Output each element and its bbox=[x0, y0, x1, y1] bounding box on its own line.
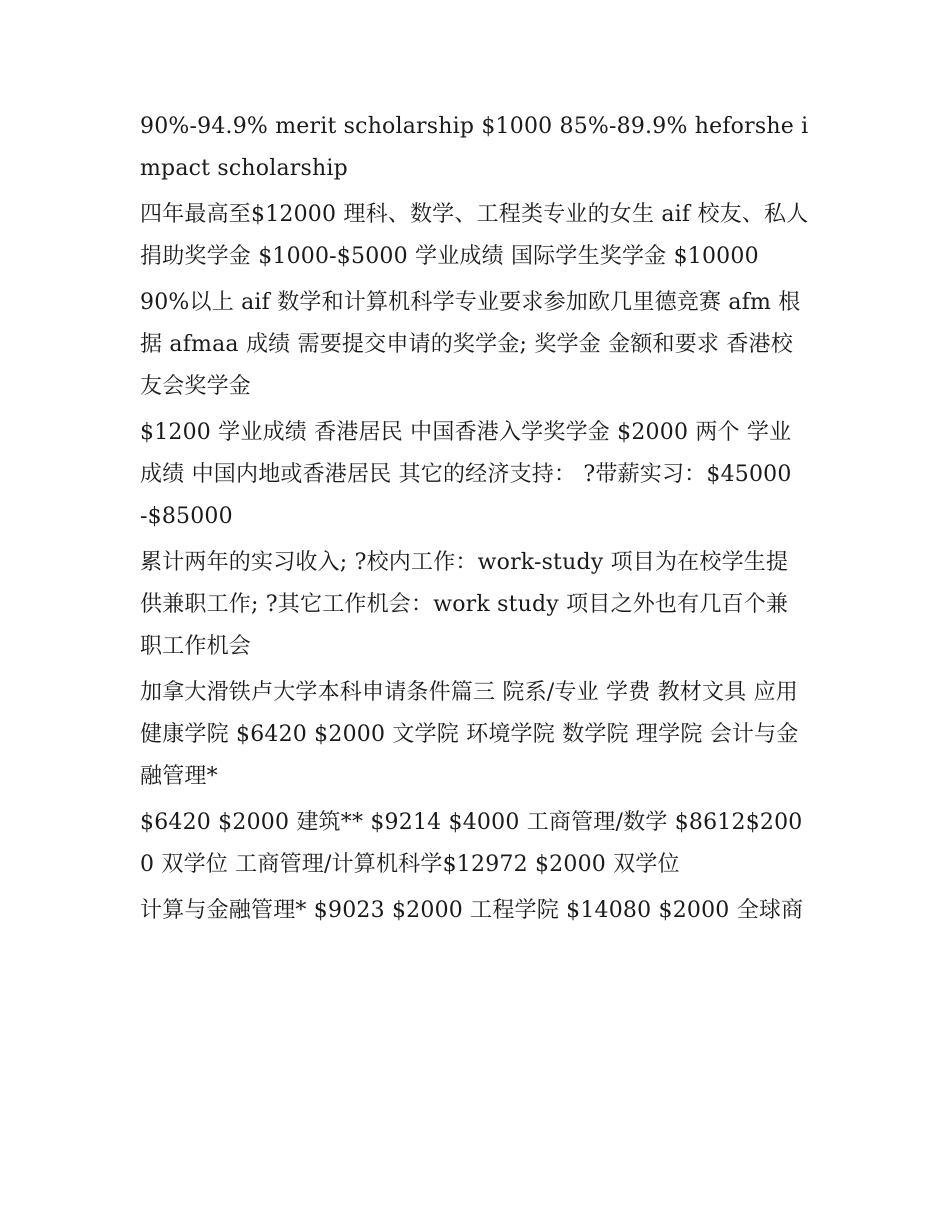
paragraph-scholarship-hk: $1200 学业成绩 香港居民 中国香港入学奖学金 $2000 两个 学业成绩 中国内地或香港居民 其它的经济支持： ?带薪实习：$45000-$85000 bbox=[140, 420, 792, 529]
document-page bbox=[140, 106, 810, 936]
paragraph-scholarship-women: 四年最高至$12000 理科、数学、工程类专业的女生 aif 校友、私人捐助奖学金 $1000-$5000 学业成绩 国际学生奖学金 $10000 bbox=[140, 202, 809, 269]
paragraph-scholarship-aif: 90%以上 aif 数学和计算机科学专业要求参加欧几里德竞赛 afm 根据 afmaa 成绩 需要提交申请的奖学金; 奖学金 金额和要求 香港校友会奖学金 bbox=[140, 290, 801, 399]
paragraph-scholarship-merit: 90%-94.9% merit scholarship $1000 85%-89.9% heforshe impact scholarship bbox=[140, 114, 809, 181]
paragraph-tuition-engineering: 计算与金融管理* $9023 $2000 工程学院 $14080 $2000 全球商 bbox=[140, 898, 804, 923]
paragraph-work-study: 累计两年的实习收入; ?校内工作：work-study 项目为在校学生提供兼职工作; ?其它工作机会：work study 项目之外也有几百个兼职工作机会 bbox=[140, 550, 789, 659]
paragraph-tuition-header: 加拿大滑铁卢大学本科申请条件篇三 院系/专业 学费 教材文具 应用健康学院 $6420 $2000 文学院 环境学院 数学院 理学院 会计与金融管理* bbox=[140, 680, 799, 789]
paragraph-tuition-business: $6420 $2000 建筑** $9214 $4000 工商管理/数学 $8612$2000 双学位 工商管理/计算机科学$12972 $2000 双学位 bbox=[140, 810, 803, 877]
